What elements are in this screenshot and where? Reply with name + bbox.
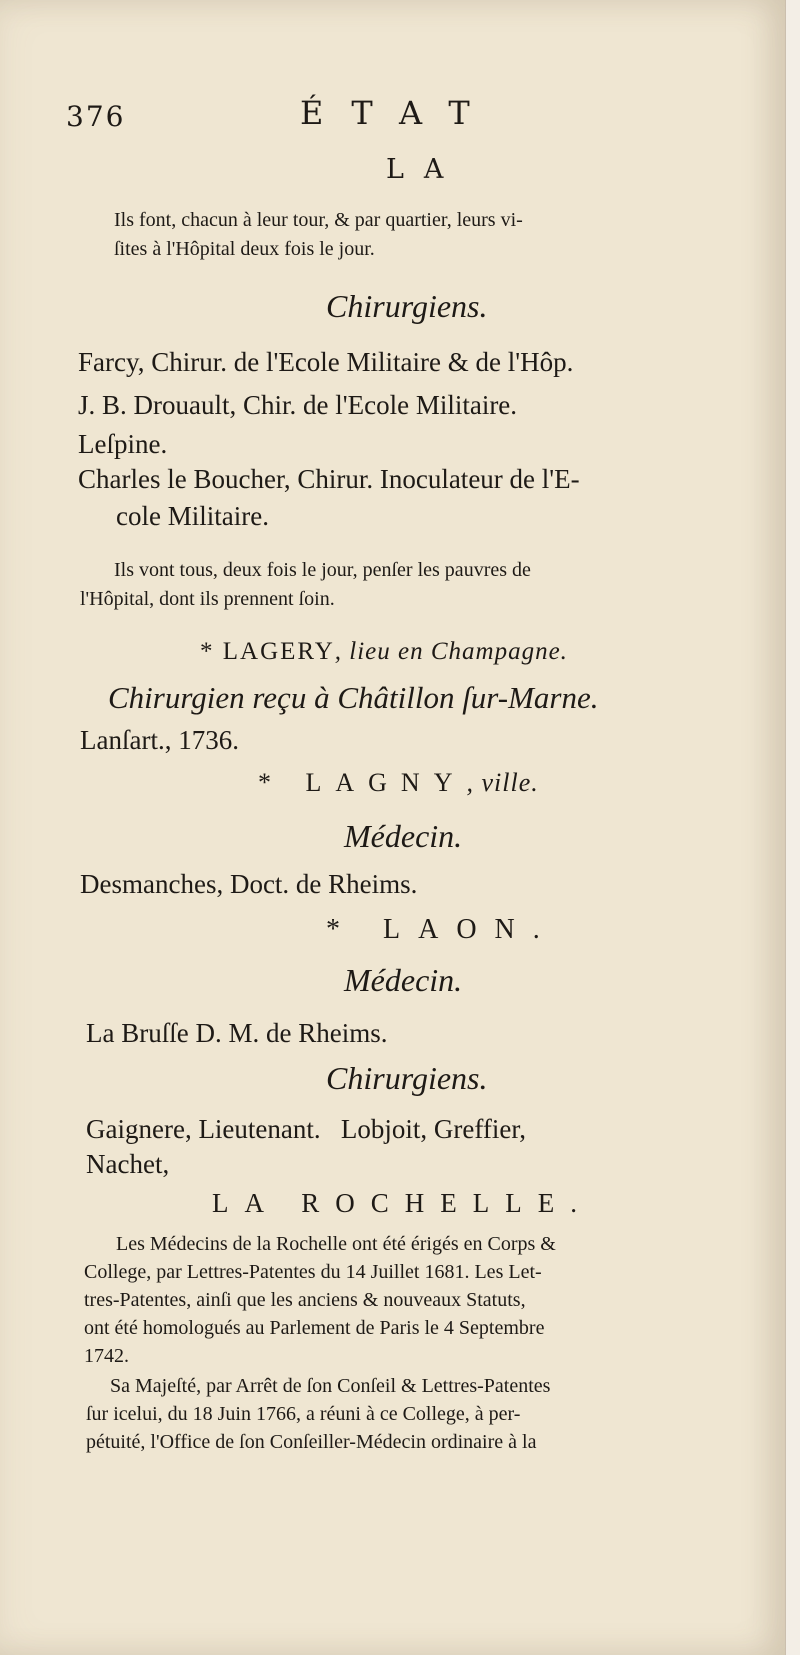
laon-subheading: Médecin. (344, 962, 463, 998)
la-rochelle-p1-line-5: 1742. (84, 1345, 129, 1367)
la-rochelle-p2-line-1: Sa Majeſté, par Arrêt de ſon Conſeil & Lettres-Patentes (110, 1375, 551, 1397)
laon-chirurgiens-line-1: Gaignere, Lieutenant. Lobjoit, Greffier, (86, 1114, 527, 1144)
la-rochelle-p1-line-1: Les Médecins de la Rochelle ont été érigés en Corps & (116, 1233, 556, 1255)
chirurgiens-note-line-1: Ils vont tous, deux fois le jour, penſer les pauvres de (114, 559, 531, 581)
running-title: ÉTAT (300, 94, 498, 132)
lagny-descriptor: , ville. (466, 768, 539, 797)
la-rochelle-p2-line-2: ſur icelui, du 18 Juin 1766, a réuni à ce College, à per- (86, 1403, 521, 1425)
laon-name: LAON. (383, 914, 558, 945)
lagny-entry: Desmanches, Doct. de Rheims. (80, 869, 418, 899)
la-note-line-2: ſites à l'Hôpital deux fois le jour. (114, 238, 375, 260)
lagery-subheading: Chirurgien reçu à Châtillon ſur-Marne. (108, 680, 599, 715)
la-rochelle-p2-line-3: pétuité, l'Office de ſon Conſeiller-Médecin ordinaire à la (86, 1431, 537, 1453)
lagny-heading (258, 768, 539, 798)
chirurgien-entry-2: J. B. Drouault, Chir. de l'Ecole Militaire. (78, 390, 518, 420)
chirurgiens-heading: Chirurgiens. (326, 288, 488, 324)
laon-chirurgiens-line-2: Nachet, (86, 1149, 170, 1179)
la-rochelle-p1-line-3: tres-Patentes, ainſi que les anciens & nouveaux Statuts, (84, 1289, 526, 1311)
chirurgien-entry-4: Charles le Boucher, Chirur. Inoculateur de l'E- (78, 464, 580, 494)
la-rochelle-p1-line-4: ont été homologués au Parlement de Paris le 4 Septembre (84, 1317, 545, 1339)
lagery-heading (200, 638, 568, 666)
page-edge (785, 0, 800, 1655)
chirurgiens-note-line-2: l'Hôpital, dont ils prennent ſoin. (80, 588, 335, 610)
chirurgien-entry-1: Farcy, Chirur. de l'Ecole Militaire & de l'Hôp. (78, 347, 574, 377)
page-number: 376 (66, 100, 126, 133)
lagery-entry: Lanſart., 1736. (80, 725, 239, 755)
laon-chirurgiens-heading: Chirurgiens. (326, 1060, 488, 1096)
lagery-name: LAGERY (222, 638, 335, 665)
section-heading-la: LA (386, 154, 464, 185)
lagery-prefix: * (200, 638, 223, 665)
lagny-subheading: Médecin. (344, 818, 463, 854)
lagny-prefix: * (258, 768, 306, 797)
lagery-descriptor: , lieu en Champagne. (334, 638, 568, 665)
laon-heading (326, 914, 558, 946)
la-note-line-1: Ils font, chacun à leur tour, & par quartier, leurs vi- (114, 209, 523, 231)
laon-medecin-entry: La Bruſſe D. M. de Rheims. (86, 1018, 388, 1048)
laon-prefix: * (326, 914, 383, 945)
lagny-name: LAGNY (305, 768, 467, 797)
chirurgien-entry-5: cole Militaire. (116, 501, 269, 531)
chirurgien-entry-3: Leſpine. (78, 429, 168, 459)
la-rochelle-p1-line-2: College, par Lettres-Patentes du 14 Juillet 1681. Les Let- (84, 1261, 542, 1283)
la-rochelle-heading: LA ROCHELLE. (212, 1188, 593, 1218)
